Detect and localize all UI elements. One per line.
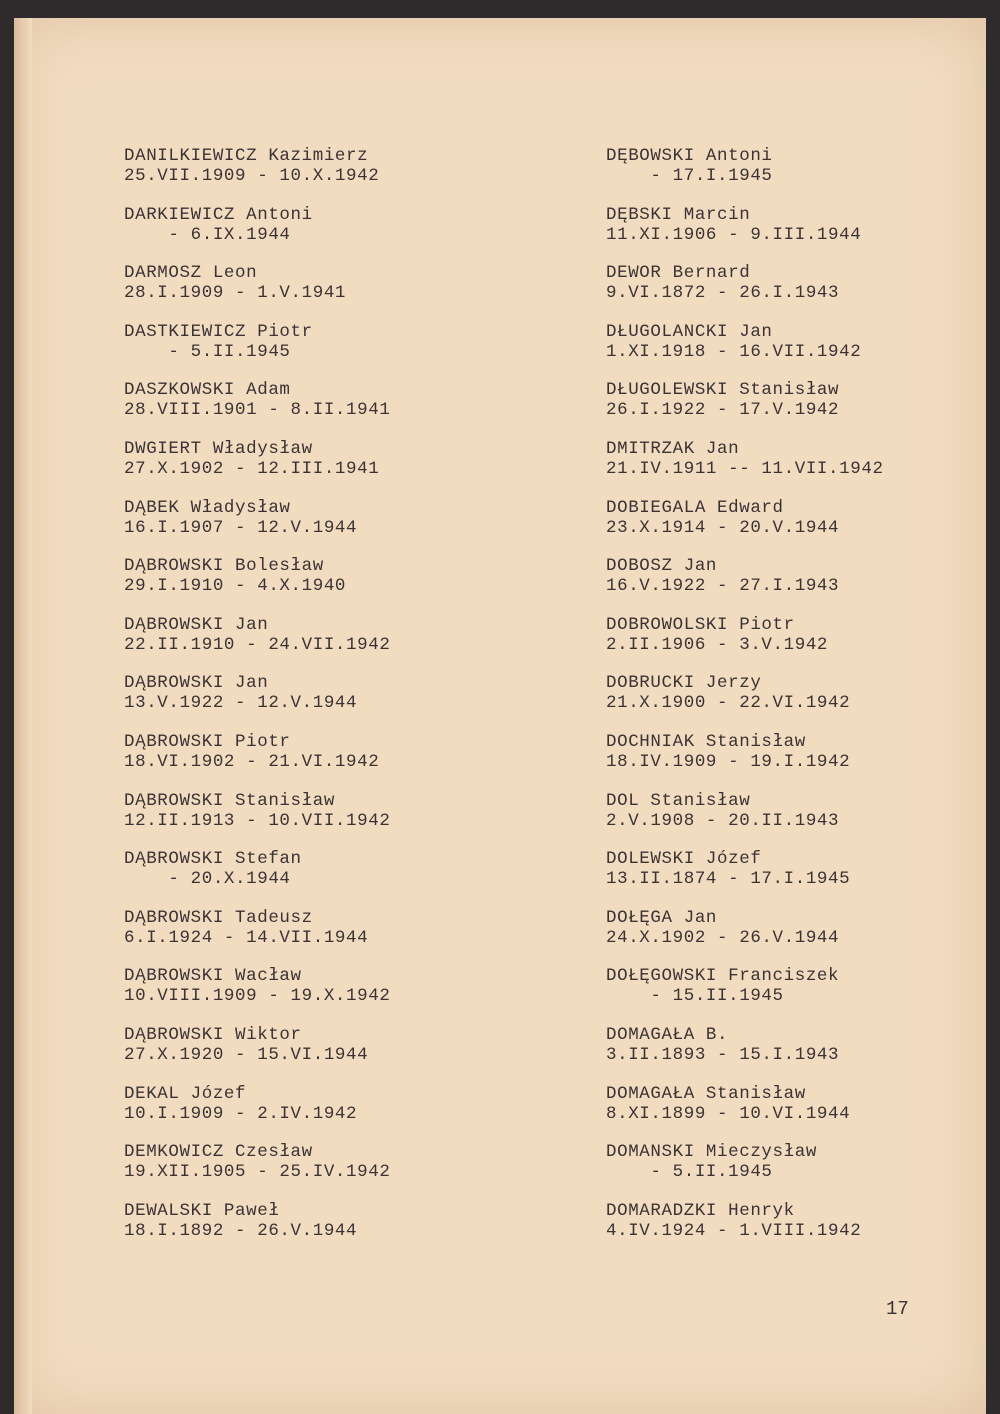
life-dates: 21.X.1900 - 22.VI.1942 bbox=[606, 693, 851, 714]
person-name: DEWOR Bernard bbox=[606, 263, 751, 284]
person-name: DĄBROWSKI Wiktor bbox=[124, 1024, 302, 1045]
person-name: DĄBEK Władysław bbox=[124, 497, 291, 518]
list-item bbox=[124, 1084, 390, 1143]
life-dates: 19.XII.1905 - 25.IV.1942 bbox=[124, 1162, 391, 1183]
person-name: DĄBROWSKI Jan bbox=[124, 673, 269, 694]
list-item bbox=[124, 1142, 390, 1201]
life-dates: 26.I.1922 - 17.V.1942 bbox=[606, 400, 840, 421]
list-item bbox=[124, 615, 390, 674]
life-dates: 25.VII.1909 - 10.X.1942 bbox=[124, 166, 380, 186]
person-name: DARKIEWICZ Antoni bbox=[124, 204, 313, 225]
list-item bbox=[606, 146, 884, 205]
page-number: 17 bbox=[886, 1298, 909, 1320]
life-dates: 2.II.1906 - 3.V.1942 bbox=[606, 634, 829, 655]
list-item bbox=[124, 1025, 390, 1084]
list-item bbox=[606, 498, 884, 557]
list-item bbox=[606, 322, 884, 381]
list-item bbox=[124, 556, 390, 615]
person-name: DOL Stanisław bbox=[606, 790, 751, 811]
person-name: DOMAGAŁA B. bbox=[606, 1024, 729, 1045]
life-dates: 18.IV.1909 - 19.I.1942 bbox=[606, 751, 851, 772]
life-dates: 16.V.1922 - 27.I.1943 bbox=[606, 576, 840, 597]
person-name: DŁUGOLANCKI Jan bbox=[606, 321, 773, 342]
list-item bbox=[124, 732, 390, 791]
life-dates: 12.II.1913 - 10.VII.1942 bbox=[124, 810, 391, 831]
life-dates: 28.VIII.1901 - 8.II.1941 bbox=[124, 400, 391, 421]
life-dates: 8.XI.1899 - 10.VI.1944 bbox=[606, 1103, 851, 1124]
person-name: DOMARADZKI Henryk bbox=[606, 1200, 795, 1221]
left-column bbox=[124, 146, 390, 1259]
list-item bbox=[606, 791, 884, 850]
person-name: DĄBROWSKI Piotr bbox=[124, 731, 291, 752]
person-name: DANILKIEWICZ Kazimierz bbox=[124, 146, 369, 166]
life-dates: 1.XI.1918 - 16.VII.1942 bbox=[606, 341, 862, 362]
person-name: DĘBOWSKI Antoni bbox=[606, 146, 773, 166]
list-item bbox=[606, 673, 884, 732]
list-item bbox=[124, 322, 390, 381]
list-item bbox=[124, 1201, 390, 1260]
life-dates: 11.XI.1906 - 9.III.1944 bbox=[606, 224, 862, 245]
life-dates: - 17.I.1945 bbox=[606, 166, 773, 186]
list-item bbox=[124, 263, 390, 322]
life-dates: 28.I.1909 - 1.V.1941 bbox=[124, 283, 347, 304]
life-dates: - 5.II.1945 bbox=[606, 1162, 773, 1183]
person-name: DOBROWOLSKI Piotr bbox=[606, 614, 795, 635]
person-name: DOCHNIAK Stanisław bbox=[606, 731, 806, 752]
life-dates: - 15.II.1945 bbox=[606, 986, 784, 1007]
list-item bbox=[606, 556, 884, 615]
life-dates: 18.I.1892 - 26.V.1944 bbox=[124, 1220, 358, 1241]
person-name: DOŁĘGOWSKI Franciszek bbox=[606, 966, 840, 987]
list-item bbox=[606, 439, 884, 498]
list-item bbox=[606, 615, 884, 674]
document-page bbox=[14, 18, 986, 1414]
life-dates: 9.VI.1872 - 26.I.1943 bbox=[606, 283, 840, 304]
person-name: DASTKIEWICZ Piotr bbox=[124, 321, 313, 342]
person-name: DWGIERT Władysław bbox=[124, 438, 313, 459]
person-name: DARMOSZ Leon bbox=[124, 263, 258, 284]
life-dates: 2.V.1908 - 20.II.1943 bbox=[606, 810, 840, 831]
person-name: DĄBROWSKI Tadeusz bbox=[124, 907, 313, 928]
life-dates: 29.I.1910 - 4.X.1940 bbox=[124, 576, 347, 597]
list-item bbox=[606, 849, 884, 908]
list-item bbox=[124, 498, 390, 557]
life-dates: - 6.IX.1944 bbox=[124, 224, 291, 245]
person-name: DOŁĘGA Jan bbox=[606, 907, 718, 928]
person-name: DEWALSKI Paweł bbox=[124, 1200, 280, 1221]
person-name: DOMAGAŁA Stanisław bbox=[606, 1083, 806, 1104]
person-name: DOBOSZ Jan bbox=[606, 556, 718, 577]
list-item bbox=[606, 1084, 884, 1143]
list-item bbox=[606, 263, 884, 322]
list-item bbox=[124, 205, 390, 264]
life-dates: 22.II.1910 - 24.VII.1942 bbox=[124, 634, 391, 655]
list-item bbox=[124, 673, 390, 732]
life-dates: 27.X.1902 - 12.III.1941 bbox=[124, 458, 380, 479]
list-item bbox=[124, 380, 390, 439]
life-dates: 23.X.1914 - 20.V.1944 bbox=[606, 517, 840, 538]
life-dates: 18.VI.1902 - 21.VI.1942 bbox=[124, 751, 380, 772]
person-name: DĘBSKI Marcin bbox=[606, 204, 751, 225]
person-name: DEMKOWICZ Czesław bbox=[124, 1142, 313, 1163]
person-name: DASZKOWSKI Adam bbox=[124, 380, 291, 401]
life-dates: 21.IV.1911 -- 11.VII.1942 bbox=[606, 458, 884, 479]
list-item bbox=[606, 380, 884, 439]
list-item bbox=[124, 849, 390, 908]
life-dates: 10.VIII.1909 - 19.X.1942 bbox=[124, 986, 391, 1007]
life-dates: 13.II.1874 - 17.I.1945 bbox=[606, 869, 851, 890]
list-item bbox=[606, 908, 884, 967]
person-name: DOLEWSKI Józef bbox=[606, 849, 762, 870]
person-name: DĄBROWSKI Stefan bbox=[124, 849, 302, 870]
person-name: DĄBROWSKI Bolesław bbox=[124, 556, 324, 577]
person-name: DĄBROWSKI Stanisław bbox=[124, 790, 335, 811]
life-dates: 27.X.1920 - 15.VI.1944 bbox=[124, 1044, 369, 1065]
life-dates: 16.I.1907 - 12.V.1944 bbox=[124, 517, 358, 538]
page-spine-shadow bbox=[14, 18, 32, 1414]
person-name: DEKAL Józef bbox=[124, 1083, 247, 1104]
list-item bbox=[124, 966, 390, 1025]
list-item bbox=[124, 908, 390, 967]
list-item bbox=[606, 1025, 884, 1084]
list-item bbox=[124, 146, 390, 205]
life-dates: 10.I.1909 - 2.IV.1942 bbox=[124, 1103, 358, 1124]
list-item bbox=[124, 439, 390, 498]
life-dates: 4.IV.1924 - 1.VIII.1942 bbox=[606, 1220, 862, 1241]
person-name: DOMANSKI Mieczysław bbox=[606, 1142, 817, 1163]
person-name: DOBIEGALA Edward bbox=[606, 497, 784, 518]
person-name: DŁUGOLEWSKI Stanisław bbox=[606, 380, 840, 401]
list-item bbox=[606, 1201, 884, 1260]
list-item bbox=[606, 966, 884, 1025]
list-item bbox=[606, 732, 884, 791]
list-item bbox=[124, 791, 390, 850]
list-item bbox=[606, 1142, 884, 1201]
life-dates: 13.V.1922 - 12.V.1944 bbox=[124, 693, 358, 714]
list-item bbox=[606, 205, 884, 264]
person-name: DOBRUCKI Jerzy bbox=[606, 673, 762, 694]
life-dates: 6.I.1924 - 14.VII.1944 bbox=[124, 927, 369, 948]
life-dates: 24.X.1902 - 26.V.1944 bbox=[606, 927, 840, 948]
life-dates: 3.II.1893 - 15.I.1943 bbox=[606, 1044, 840, 1065]
person-name: DMITRZAK Jan bbox=[606, 438, 740, 459]
right-column bbox=[606, 146, 884, 1259]
person-name: DĄBROWSKI Jan bbox=[124, 614, 269, 635]
life-dates: - 5.II.1945 bbox=[124, 341, 291, 362]
life-dates: - 20.X.1944 bbox=[124, 869, 291, 890]
person-name: DĄBROWSKI Wacław bbox=[124, 966, 302, 987]
